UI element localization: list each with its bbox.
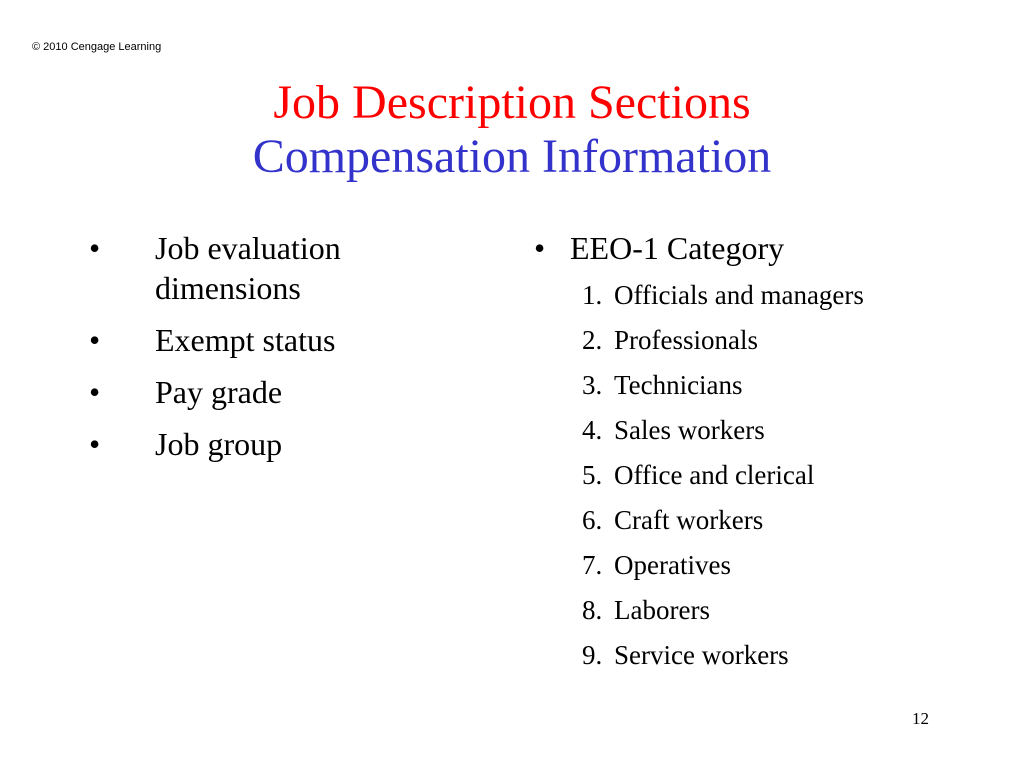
bullet-icon: • — [534, 230, 546, 266]
list-item — [89, 372, 429, 412]
item-number: 5. — [582, 460, 603, 490]
numbered-item — [582, 593, 994, 627]
item-number: 4. — [582, 415, 603, 445]
eeo-category-heading — [534, 228, 994, 268]
bullet-icon: • — [89, 374, 101, 410]
list-item — [89, 228, 429, 308]
numbered-item — [582, 413, 994, 447]
eeo-category-heading-text: EEO-1 Category — [570, 230, 785, 266]
numbered-item — [582, 458, 994, 492]
item-number: 8. — [582, 595, 603, 625]
item-text: Officials and managers — [614, 280, 864, 310]
item-number: 7. — [582, 550, 603, 580]
numbered-item — [582, 278, 994, 312]
eeo-numbered-list — [582, 278, 994, 672]
numbered-item — [582, 503, 994, 537]
item-text: Operatives — [614, 550, 731, 580]
list-item-text: Exempt status — [155, 322, 336, 358]
slide-title — [0, 76, 1024, 184]
numbered-item — [582, 548, 994, 582]
bullet-icon: • — [89, 426, 101, 462]
title-line-2: Compensation Information — [252, 130, 772, 183]
item-number: 9. — [582, 640, 603, 670]
right-bullet-list — [534, 228, 994, 683]
item-text: Technicians — [614, 370, 743, 400]
numbered-item — [582, 638, 994, 672]
numbered-item — [582, 368, 994, 402]
item-text: Professionals — [614, 325, 758, 355]
numbered-item — [582, 323, 994, 357]
list-item-text: Job evaluation dimensions — [155, 230, 341, 306]
list-item-text: Job group — [155, 426, 283, 462]
list-item — [89, 424, 429, 464]
item-text: Service workers — [614, 640, 789, 670]
item-text: Office and clerical — [614, 460, 815, 490]
item-number: 6. — [582, 505, 603, 535]
page-number: 12 — [912, 709, 929, 728]
item-number: 2. — [582, 325, 603, 355]
title-line-1: Job Description Sections — [273, 76, 751, 129]
left-bullet-list — [89, 228, 429, 476]
list-item — [89, 320, 429, 360]
bullet-icon: • — [89, 322, 101, 358]
item-number: 3. — [582, 370, 603, 400]
list-item-text: Pay grade — [155, 374, 283, 410]
item-text: Sales workers — [614, 415, 765, 445]
bullet-icon: • — [89, 230, 101, 266]
item-text: Craft workers — [614, 505, 764, 535]
copyright-notice: © 2010 Cengage Learning — [32, 41, 162, 53]
item-number: 1. — [582, 280, 603, 310]
item-text: Laborers — [614, 595, 710, 625]
